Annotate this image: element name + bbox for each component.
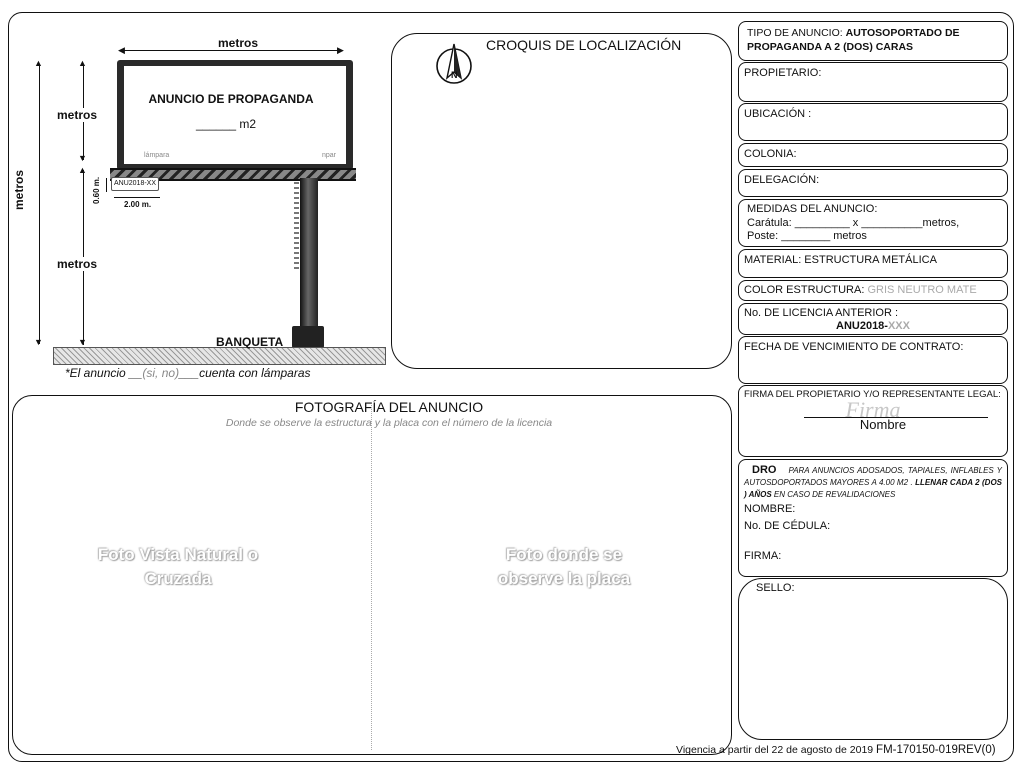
measures-pole: Poste: ________ metros: [747, 230, 867, 242]
plate-height-label: 0.60 m.: [92, 176, 101, 204]
arrowhead-down-icon: ▼: [34, 337, 43, 347]
location-sketch-title: CROQUIS DE LOCALIZACIÓN: [486, 37, 682, 53]
dro-id-label: No. DE CÉDULA:: [744, 520, 831, 532]
footer: [676, 744, 996, 756]
form-code: FM-170150-019REV(0): [876, 744, 996, 756]
measures-face: Carátula: _________ x __________metros,: [747, 216, 960, 229]
material-field[interactable]: [738, 249, 1008, 278]
previous-license-prefix: ANU2018-: [836, 320, 888, 332]
photo-slot-natural-line1: Foto Vista Natural o: [97, 545, 259, 564]
dro-note-revalidation: EN CASO DE REVALIDACIONES: [771, 490, 896, 499]
dro-note-renewal: LLENAR CADA 2 (DOS ) AÑOS: [744, 478, 1003, 499]
photo-slot-plate[interactable]: [446, 543, 682, 591]
arrowhead-up-icon: ▲: [34, 58, 43, 68]
previous-license-label: No. DE LICENCIA ANTERIOR :: [744, 307, 899, 319]
photo-subtitle: Donde se observe la estructura y la placa con el número de la licencia: [225, 417, 553, 429]
ad-type-field[interactable]: [738, 21, 1008, 61]
location-field[interactable]: [738, 103, 1008, 141]
contract-expiry-field[interactable]: [738, 336, 1008, 384]
arrowhead-down-icon: ▼: [78, 337, 87, 347]
billboard-face: [124, 66, 346, 164]
width-dimension-line: [122, 50, 342, 51]
signature-placeholder: Firma: [845, 397, 901, 422]
plate-width-label: 2.00 m.: [124, 200, 152, 209]
lamps-note-prefix: *El anuncio __: [65, 366, 143, 380]
previous-license-field[interactable]: [738, 303, 1008, 335]
arrowhead-up-icon: ▲: [78, 58, 87, 68]
colony-label: COLONIA:: [744, 148, 797, 160]
lamps-note-suffix: ___cuenta con lámparas: [179, 366, 311, 380]
photo-slot-natural-view[interactable]: [60, 543, 296, 591]
arrowhead-down-icon: ▼: [78, 153, 87, 163]
pole-height-label: metros: [57, 257, 98, 271]
validity-date: Vigencia a partir del 22 de agosto de 2019: [676, 744, 874, 756]
sidewalk-label: BANQUETA: [216, 335, 284, 349]
arrowhead-up-icon: ▲: [78, 165, 87, 175]
owner-label: PROPIETARIO:: [744, 67, 822, 79]
billboard-pole: [300, 178, 318, 346]
pole-ladder: [294, 182, 299, 272]
measures-field[interactable]: [738, 199, 1008, 247]
north-letter: N: [451, 70, 458, 80]
dro-name-label: NOMBRE:: [744, 503, 796, 515]
photo-divider: [371, 405, 372, 750]
arrowhead-right-icon: ▶: [337, 45, 344, 55]
ad-type-label: TIPO DE ANUNCIO:: [747, 27, 846, 39]
previous-license-number: [744, 320, 1002, 333]
dro-title: DRO: [752, 464, 777, 476]
total-height-dimension-line: [39, 64, 40, 344]
structure-color-field[interactable]: [738, 280, 1008, 301]
photo-slot-plate-line2: observe la placa: [497, 569, 631, 588]
photo-title: FOTOGRAFÍA DEL ANUNCIO: [294, 399, 484, 415]
license-plate: ANU2018-XX: [111, 177, 159, 191]
dro-signature-label: FIRMA:: [744, 550, 782, 562]
width-label: metros: [218, 36, 259, 50]
board-height-label: metros: [57, 108, 98, 122]
billboard-title: ANUNCIO DE PROPAGANDA: [148, 92, 314, 106]
previous-license-suffix: XXX: [887, 320, 910, 332]
seal-label: SELLO:: [756, 582, 795, 594]
dro-note: [744, 464, 1002, 501]
lamps-note-options: (si, no): [142, 366, 180, 380]
billboard-diagram: [0, 0, 390, 390]
ad-type-value: AUTOSOPORTADO DE PROPAGANDA A 2 (DOS) CARAS: [747, 27, 960, 53]
lamp-label-left: lámpara: [144, 152, 170, 159]
photo-slot-natural-line2: Cruzada: [144, 569, 212, 588]
plate-width-line: [114, 197, 160, 198]
delegation-field[interactable]: [738, 169, 1008, 197]
sidewalk-ground: [53, 347, 386, 365]
owner-signature-field[interactable]: [738, 385, 1008, 457]
contract-expiry-label: FECHA DE VENCIMIENTO DE CONTRATO:: [744, 341, 964, 353]
owner-field[interactable]: [738, 62, 1008, 102]
location-label: UBICACIÓN :: [744, 108, 812, 120]
seal-field[interactable]: [738, 578, 1008, 740]
structure-color-value: GRIS NEUTRO MATE: [867, 284, 977, 296]
material-label: MATERIAL: ESTRUCTURA METÁLICA: [744, 254, 937, 266]
plate-height-line: [106, 178, 107, 192]
colony-field[interactable]: [738, 143, 1008, 167]
owner-signature-label: FIRMA DEL PROPIETARIO Y/O REPRESENTANTE LEGAL:: [744, 389, 1001, 400]
pole-base: [292, 326, 324, 348]
dro-note-text: PARA ANUNCIOS ADOSADOS, TAPIALES, INFLABLES Y AUTOSDOPORTADOS MAYORES A 4.00 M2 .: [744, 466, 1002, 487]
billboard-area: ______ m2: [196, 117, 257, 131]
lamp-label-right: npar: [322, 152, 337, 159]
measures-title: MEDIDAS DEL ANUNCIO:: [747, 203, 878, 215]
signature-name-label: Nombre: [859, 417, 907, 432]
delegation-label: DELEGACIÓN:: [744, 174, 820, 186]
dro-section[interactable]: [738, 459, 1008, 577]
photo-slot-plate-line1: Foto donde se: [505, 545, 623, 564]
arrowhead-left-icon: ◀: [118, 45, 125, 55]
total-height-label: metros: [12, 169, 26, 210]
lamps-note: [65, 366, 311, 380]
structure-color-label: COLOR ESTRUCTURA:: [744, 284, 868, 296]
